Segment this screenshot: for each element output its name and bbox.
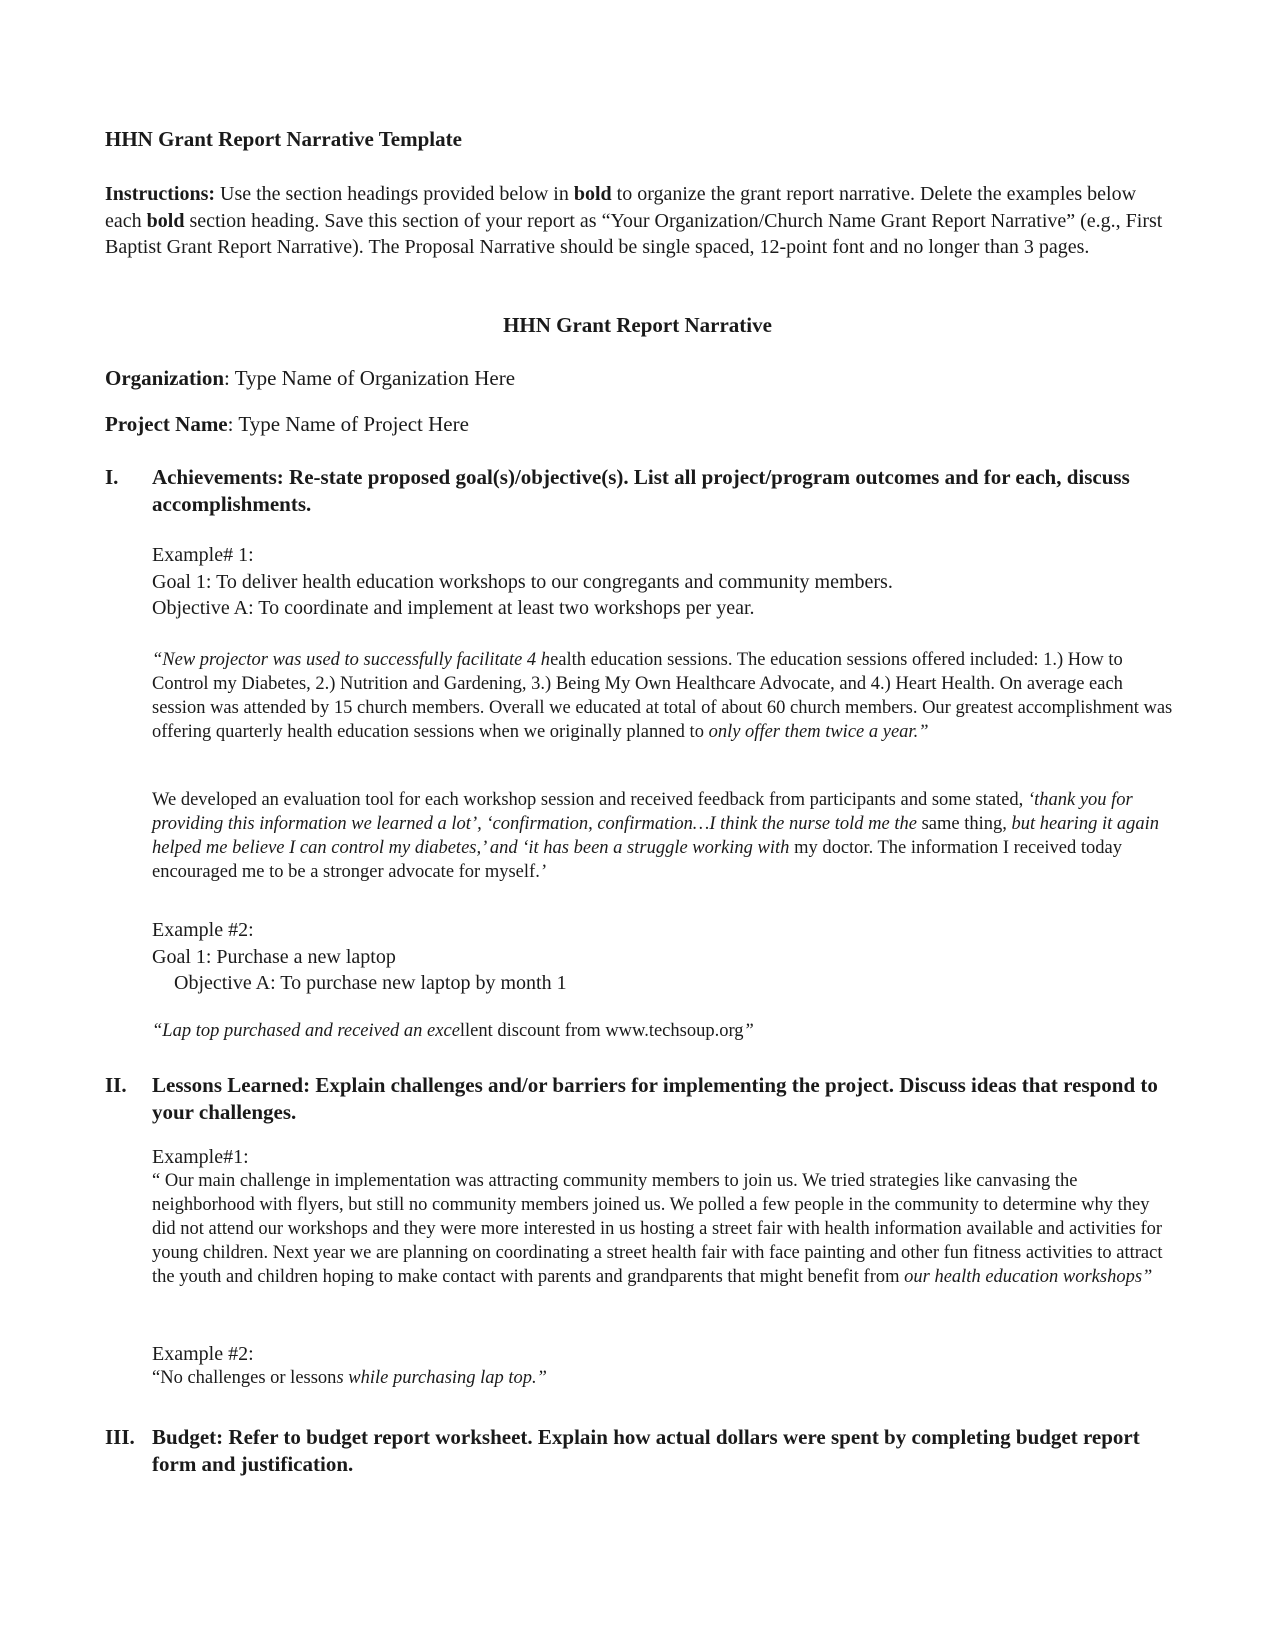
achievements-example-1	[152, 542, 1162, 622]
section-number: III.	[105, 1425, 135, 1449]
quote-italic-end: our health education workshops”	[904, 1267, 1153, 1287]
example-quote	[152, 1366, 1174, 1390]
quote-text-3: my doctor. The information I received today encouraged me to be a stronger advocate for myself.	[152, 838, 1122, 882]
section-heading-label: Lessons Learned	[152, 1073, 304, 1097]
section-heading-text	[152, 1072, 1175, 1126]
example-label: Example# 1:	[152, 544, 254, 566]
quote-italic-2: but hearing it again helped me believe I can control my diabetes,’ and ‘it has been a struggle working with	[152, 814, 1159, 858]
example-goal: Goal 1: Purchase a new laptop	[152, 945, 396, 968]
lessons-example-1	[152, 1145, 1174, 1289]
example-objective: Objective A: To coordinate and implement at least two workshops per year.	[152, 597, 755, 619]
quote-italic-1: ‘thank you for providing this information we learned a lot’, ‘confirmation, confirmation…I think the nurse told me the	[152, 790, 1133, 834]
quote-body: llent discount from www.techsoup.org	[459, 1021, 744, 1041]
section-number: II.	[105, 1073, 127, 1097]
achievements-quote-3	[152, 1019, 1174, 1043]
document-title: HHN Grant Report Narrative Template	[105, 127, 462, 151]
quote-italic-end: only offer them twice a year.”	[708, 722, 929, 742]
narrative-title: HHN Grant Report Narrative	[503, 313, 772, 337]
instructions-text-3: section heading. Save this section of your report as “Your Organization/Church Name Grant Report Narrative” (e.g., First Baptist Grant Report Narrative). The Proposal Narrative should be single spaced, 12-point font and no longer than 3 pages.	[105, 209, 1163, 258]
project-name-label: Project Name	[105, 412, 228, 436]
lessons-example-2	[152, 1342, 1174, 1390]
example-label: Example #2:	[152, 1343, 254, 1365]
section-budget-heading	[105, 1424, 1175, 1478]
quote-italic-3: ’	[539, 862, 546, 882]
quote-italic-end: ”	[743, 1021, 754, 1041]
quote-body: “ Our main challenge in implementation was attracting community members to join us. We tried strategies like canvasing the neighborhood with flyers, but still no community members joined us. We polled a few people in the community to determine why they did not attend our workshops and they were more interested in us hosting a street fair with health information available and activities for young children. Next year we are planning on coordinating a street health fair with face painting and other fun fitness activities to attract the youth and children hoping to make contact with parents and grandparents that might benefit from	[152, 1171, 1163, 1287]
quote-italic-end: s while purchasing lap top.”	[336, 1368, 547, 1388]
example-goal: Goal 1: To deliver health education workshops to our congregants and community members.	[152, 570, 893, 593]
instructions-bold-2: bold	[146, 209, 185, 232]
quote-text-1: We developed an evaluation tool for each workshop session and received feedback from participants and some stated,	[152, 790, 1028, 810]
instructions-text-1: Use the section headings provided below in	[215, 183, 574, 205]
section-heading-text: Budget: Refer to budget report worksheet. Explain how actual dollars were spent by completing budget report form and justification.	[152, 1425, 1140, 1476]
example-label: Example #2:	[152, 919, 254, 941]
section-heading-text: Achievements: Re-state proposed goal(s)/objective(s). List all project/program outcomes and for each, discuss accomplishments.	[152, 465, 1130, 516]
instructions-bold-1: bold	[573, 183, 612, 205]
instructions-label: Instructions:	[105, 183, 216, 205]
section-number: I.	[105, 465, 119, 489]
organization-field	[105, 365, 1175, 391]
instructions-text-2: to organize the grant report narrative. Delete the examples below each	[105, 183, 1137, 232]
example-objective: Objective A: To purchase new laptop by month 1	[174, 972, 567, 994]
section-heading-rest: : Explain challenges and/or barriers for implementing the project. Discuss ideas that respond to your challenges.	[152, 1073, 1158, 1124]
organization-label: Organization	[105, 366, 224, 390]
quote-text-2: same thing,	[921, 814, 1012, 834]
quote-italic-start: “New projector was used to successfully facilitate 4 h	[152, 650, 551, 670]
project-name-value: : Type Name of Project Here	[227, 412, 469, 436]
quote-body: ealth education sessions. The education sessions offered included: 1.) How to Control my Diabetes, 2.) Nutrition and Gardening, 3.) Being My Own Healthcare Advocate, and 4.) Heart Health. On average each session was attended by 15 church members. Overall we educated at total of about 60 church members. Our greatest accomplishment was offering quarterly health education sessions when we originally planned to	[152, 650, 1173, 742]
project-name-field	[105, 411, 1175, 437]
achievements-quote-1	[152, 648, 1174, 744]
example-quote	[152, 1169, 1174, 1289]
quote-body: “No challenges or lesson	[152, 1368, 337, 1388]
achievements-example-2	[152, 917, 1162, 997]
achievements-quote-2	[152, 788, 1174, 884]
instructions-paragraph	[105, 181, 1175, 261]
organization-value: : Type Name of Organization Here	[224, 366, 516, 390]
quote-italic-start: “Lap top purchased and received an exce	[152, 1021, 460, 1041]
section-achievements-heading	[105, 464, 1175, 518]
example-label: Example#1:	[152, 1146, 249, 1168]
section-lessons-heading	[105, 1072, 1175, 1126]
